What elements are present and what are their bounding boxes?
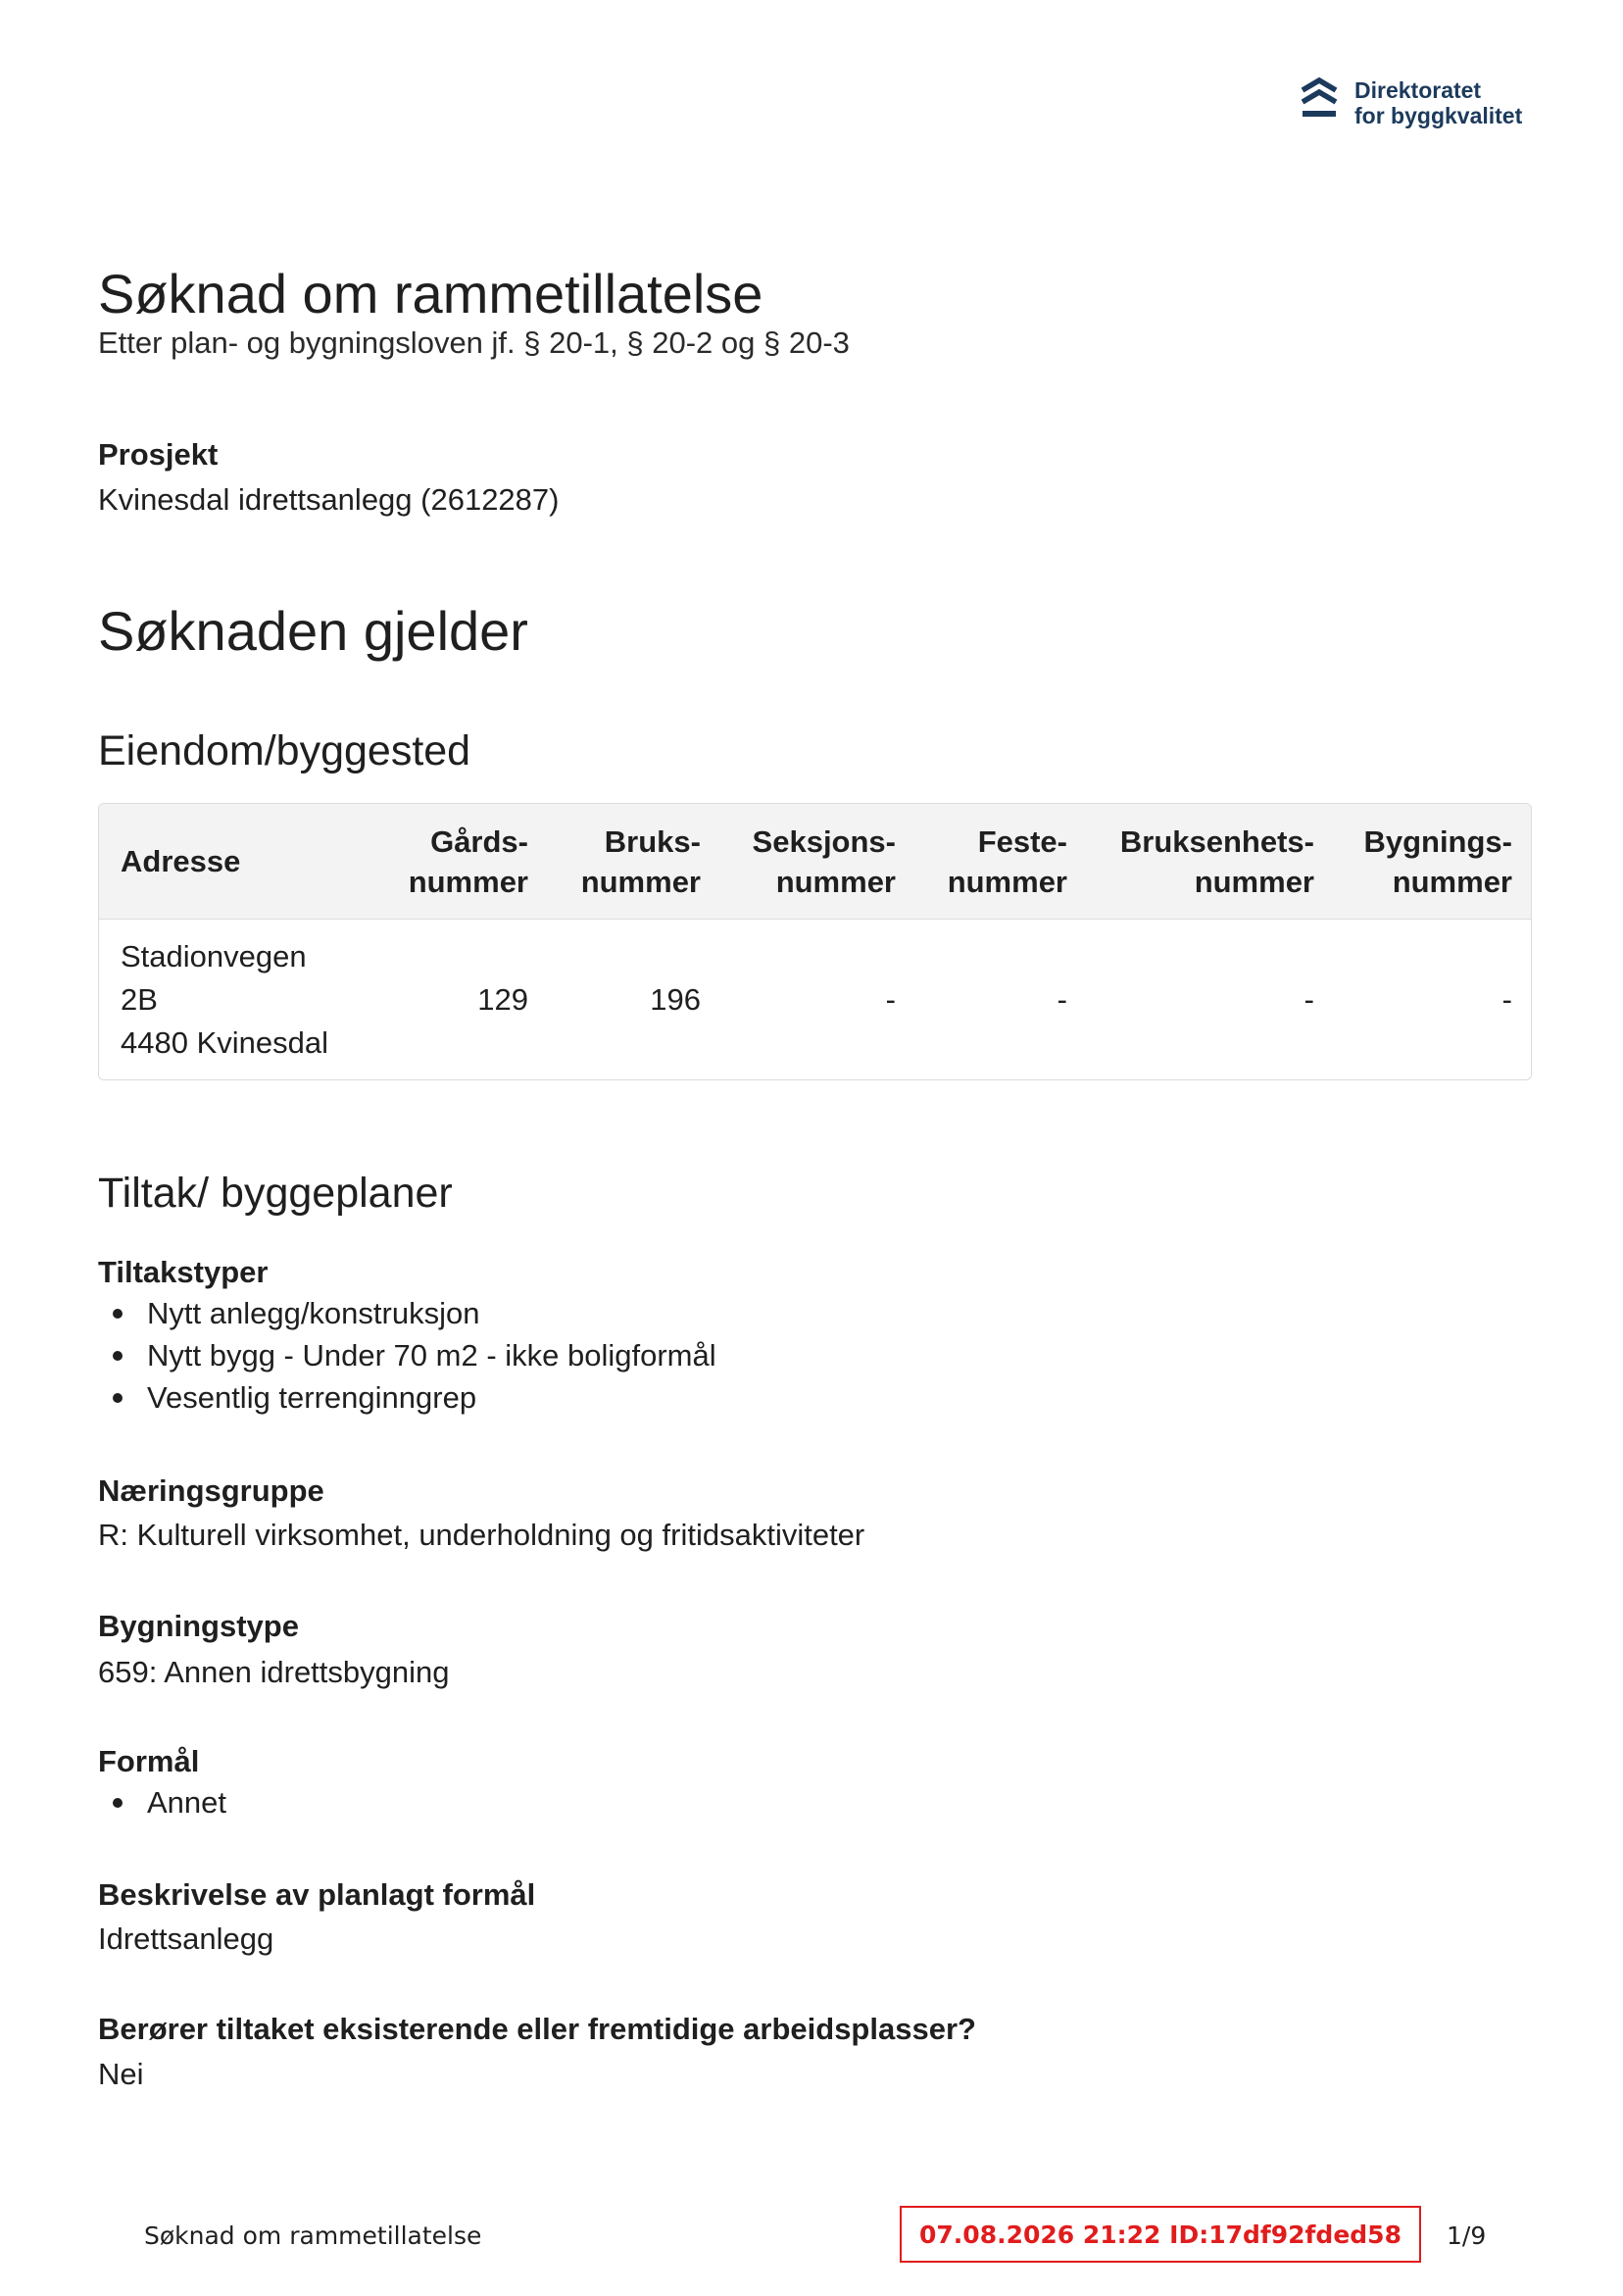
property-table-header <box>99 804 1531 920</box>
col-bruks-line2: nummer <box>580 865 701 899</box>
project-label: Prosjekt <box>98 437 219 472</box>
dibk-logo-icon <box>1300 76 1339 122</box>
col-bruks-line1: Bruks- <box>604 824 701 859</box>
timestamp-stamp: 07.08.2026 21:22 ID:17df92fded58 <box>900 2206 1421 2263</box>
col-bruksenhet-line1: Bruksenhets- <box>1119 824 1314 859</box>
tiltakstyper-list <box>98 1292 716 1419</box>
bygningstype-value: 659: Annen idrettsbygning <box>98 1655 450 1689</box>
beskrivelse-value: Idrettsanlegg <box>98 1922 274 1956</box>
tiltakstyper-label: Tiltakstyper <box>98 1255 269 1289</box>
list-item: Nytt anlegg/konstruksjon <box>98 1292 716 1334</box>
logo <box>1300 76 1522 128</box>
col-bruksenhet <box>1067 822 1314 902</box>
formal-list <box>98 1781 226 1823</box>
cell-feste: - <box>1057 982 1067 1017</box>
logo-text <box>1354 77 1522 128</box>
cell-bruks: 196 <box>650 982 701 1017</box>
list-item: Annet <box>98 1781 226 1823</box>
col-seksjon <box>701 822 896 902</box>
col-feste-line2: nummer <box>947 865 1067 899</box>
naeringsgruppe-label: Næringsgruppe <box>98 1473 324 1508</box>
col-bruksenhet-line2: nummer <box>1194 865 1314 899</box>
address-line-2: 2B <box>121 982 158 1017</box>
arbeidsplasser-label: Berører tiltaket eksisterende eller fremtidige arbeidsplasser? <box>98 2012 976 2046</box>
col-feste <box>896 822 1067 902</box>
cell-seksjon: - <box>885 982 896 1017</box>
col-seksjon-line2: nummer <box>775 865 896 899</box>
col-feste-line1: Feste- <box>977 824 1067 859</box>
col-gards-line1: Gårds- <box>430 824 528 859</box>
cell-gards: 129 <box>477 982 528 1017</box>
beskrivelse-label: Beskrivelse av planlagt formål <box>98 1877 536 1912</box>
col-bygning <box>1314 822 1512 902</box>
logo-line-1: Direktoratet <box>1354 77 1482 103</box>
document-subtitle: Etter plan- og bygningsloven jf. § 20-1, § 20-2 og § 20-3 <box>98 325 850 360</box>
project-value: Kvinesdal idrettsanlegg (2612287) <box>98 482 560 517</box>
section-heading: Søknaden gjelder <box>98 600 528 662</box>
col-gards <box>364 822 528 902</box>
property-heading: Eiendom/byggested <box>98 727 471 774</box>
list-item: Vesentlig terrenginngrep <box>98 1376 716 1419</box>
cell-address <box>121 935 328 1065</box>
property-table <box>98 803 1532 1080</box>
col-bruks <box>530 822 701 902</box>
footer-title: Søknad om rammetillatelse <box>144 2221 482 2250</box>
page-number: 1/9 <box>1447 2221 1487 2250</box>
bygningstype-label: Bygningstype <box>98 1609 299 1643</box>
arbeidsplasser-value: Nei <box>98 2057 144 2091</box>
col-bygning-line2: nummer <box>1392 865 1512 899</box>
naeringsgruppe-value: R: Kulturell virksomhet, underholdning og fritidsaktiviteter <box>98 1518 865 1552</box>
cell-bruksenhet: - <box>1303 982 1314 1017</box>
address-line-3: 4480 Kvinesdal <box>121 1025 328 1060</box>
address-line-1: Stadionvegen <box>121 939 307 973</box>
col-adresse: Adresse <box>121 844 241 878</box>
document-title: Søknad om rammetillatelse <box>98 263 763 324</box>
list-item: Nytt bygg - Under 70 m2 - ikke boligformål <box>98 1334 716 1376</box>
col-seksjon-line1: Seksjons- <box>752 824 896 859</box>
formal-label: Formål <box>98 1744 200 1778</box>
col-gards-line2: nummer <box>408 865 528 899</box>
logo-line-2: for byggkvalitet <box>1354 103 1523 128</box>
cell-bygning: - <box>1501 982 1512 1017</box>
col-bygning-line1: Bygnings- <box>1363 824 1512 859</box>
tiltak-heading: Tiltak/ byggeplaner <box>98 1170 453 1217</box>
